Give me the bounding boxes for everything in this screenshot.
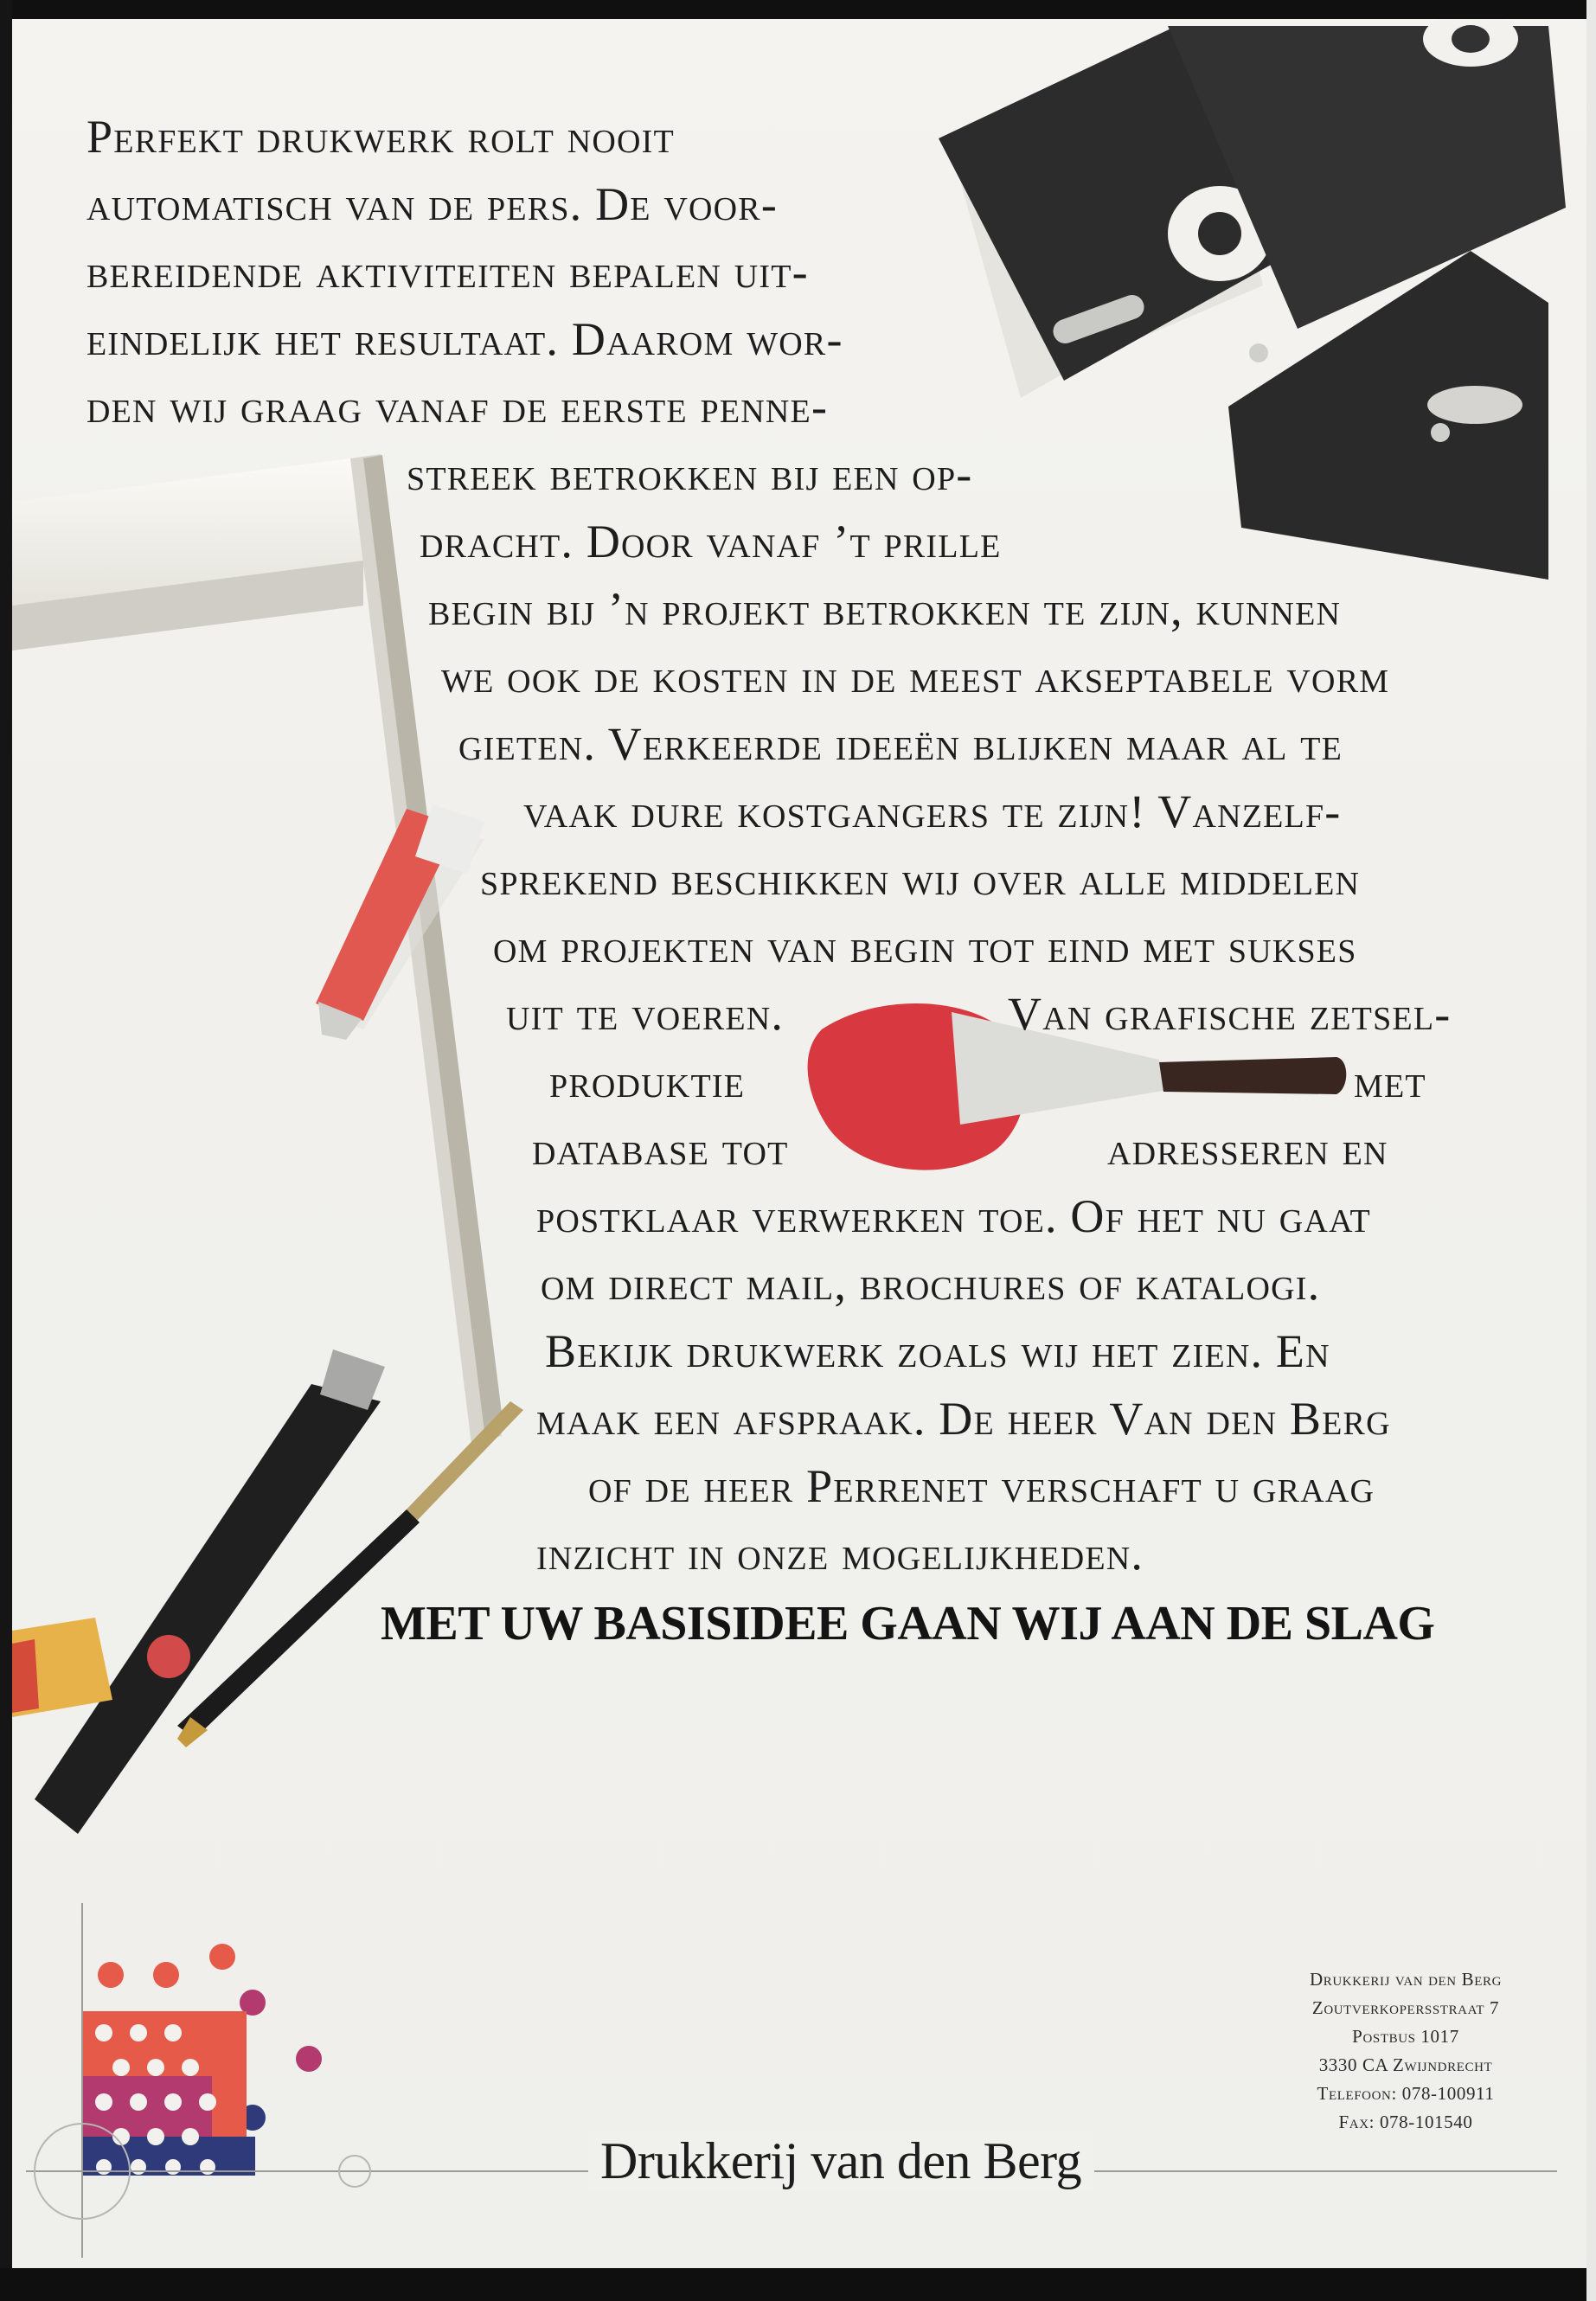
body-line: bereidende aktiviteiten bepalen uit- — [87, 246, 809, 298]
scan-border-left — [0, 0, 12, 2301]
body-line: adresseren en — [1107, 1123, 1388, 1175]
body-line: den wij graag vanaf de eerste penne- — [87, 381, 829, 433]
body-line: streek betrokken bij een op- — [407, 448, 973, 500]
body-line: gieten. Verkeerde ideeën blijken maar al te — [458, 718, 1343, 770]
body-line: sprekend beschikken wij over alle middelen — [480, 853, 1361, 905]
address-line: Telefoon: 078-100911 — [1317, 2083, 1495, 2104]
body-line: eindelijk het resultaat. Daarom wor- — [87, 313, 843, 365]
body-line: we ook de kosten in de meest akseptabele vorm — [441, 651, 1390, 702]
body-line: inzicht in onze mogelijkheden. — [536, 1528, 1144, 1580]
body-line: uit te voeren. — [506, 988, 785, 1040]
body-line: Van grafische zetsel- — [1008, 988, 1452, 1040]
body-line: postklaar verwerken toe. Of het nu gaat — [536, 1190, 1371, 1242]
company-name: Drukkerij van den Berg — [588, 2131, 1093, 2191]
body-line: automatisch van de pers. De voor- — [87, 178, 779, 230]
address-line: Drukkerij van den Berg — [1309, 1969, 1503, 1990]
address-line: Fax: 078-101540 — [1338, 2112, 1473, 2132]
address-line: Postbus 1017 — [1352, 2026, 1459, 2047]
scan-border-right — [1586, 0, 1596, 2301]
scan-border-top — [0, 0, 1596, 19]
body-line: database tot — [532, 1123, 789, 1175]
body-line: om direct mail, brochures of katalogi. — [541, 1258, 1321, 1310]
body-line: Bekijk drukwerk zoals wij het zien. En — [545, 1325, 1330, 1377]
body-line: begin bij ’n projekt betrokken te zijn, kunnen — [428, 583, 1342, 635]
body-line: met — [1354, 1055, 1426, 1107]
address-line: Zoutverkopersstraat 7 — [1311, 1997, 1500, 2018]
body-line: om projekten van begin tot eind met sukses — [493, 920, 1357, 972]
body-line: dracht. Door vanaf ’t prille — [420, 516, 1002, 567]
slogan-headline: MET UW BASISIDEE GAAN WIJ AAN DE SLAG — [381, 1597, 1435, 1650]
address-block — [1246, 1965, 1566, 2137]
address-line: 3330 CA Zwijndrecht — [1318, 2054, 1493, 2075]
body-line: vaak dure kostgangers te zijn! Vanzelf- — [523, 785, 1342, 837]
scan-border-bottom — [0, 2268, 1596, 2301]
body-line: of de heer Perrenet verschaft u graag — [588, 1460, 1375, 1512]
body-line: produktie — [549, 1055, 746, 1107]
body-line: Perfekt drukwerk rolt nooit — [87, 111, 675, 163]
body-line: maak een afspraak. De heer Van den Berg — [536, 1393, 1391, 1445]
